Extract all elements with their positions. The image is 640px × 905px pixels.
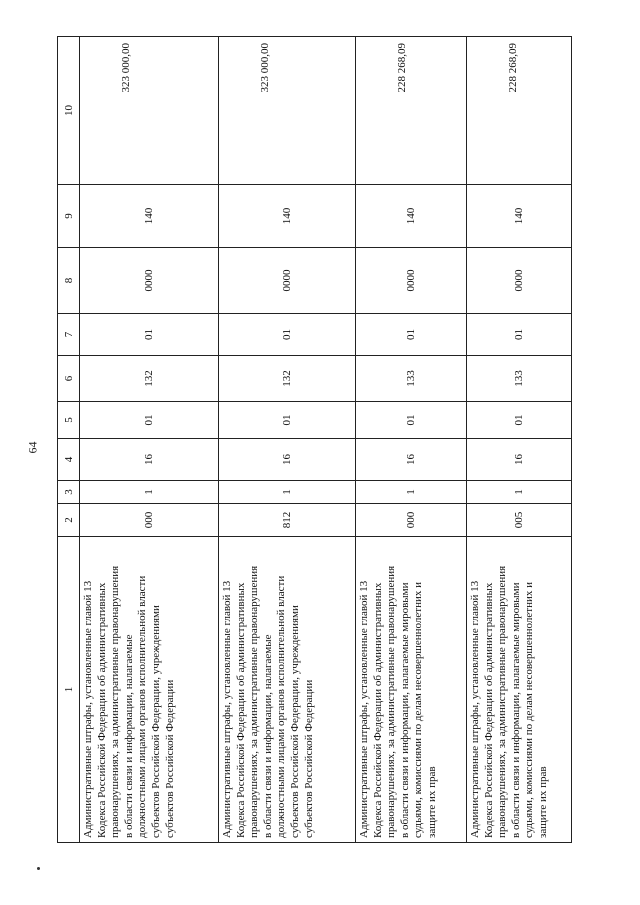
cell-subarticle: 133 [356, 356, 467, 402]
cell-classification: 140 [219, 185, 356, 248]
cell-program: 0000 [219, 248, 356, 314]
header-col-1: 1 [58, 537, 80, 843]
cell-admin-code: 000 [356, 504, 467, 537]
header-col-2: 2 [58, 504, 80, 537]
row-description: Административные штрафы, установленные главой 13 Кодекса Российской Федерации об административных правонарушениях, за административные правонарушения в области связи и информации, налагаемые мировыми судьями, комиссиями по делам несовершеннолетних и защите их прав [467, 537, 572, 843]
cell-subgroup: 16 [80, 439, 219, 481]
cell-element: 01 [219, 314, 356, 356]
cell-amount: 323 000,00 [219, 37, 356, 185]
cell-amount: 228 268,09 [356, 37, 467, 185]
header-col-8: 8 [58, 248, 80, 314]
cell-subgroup: 16 [356, 439, 467, 481]
rotated-table-container [57, 37, 570, 843]
cell-admin-code: 000 [80, 504, 219, 537]
table-header-row [58, 37, 80, 843]
row-description: Административные штрафы, установленные главой 13 Кодекса Российской Федерации об административных правонарушениях, за административные правонарушения в области связи и информации, налагаемые должностными лицами органов исполнительной власти субъектов Российской Федерации, учреждениями субъектов Российской Федерации [219, 537, 356, 843]
cell-classification: 140 [467, 185, 572, 248]
cell-element: 01 [467, 314, 572, 356]
page-number: 64 [25, 441, 40, 454]
cell-classification: 140 [356, 185, 467, 248]
cell-amount: 323 000,00 [80, 37, 219, 185]
cell-article: 01 [219, 402, 356, 439]
cell-group: 1 [219, 481, 356, 504]
row-description: Административные штрафы, установленные главой 13 Кодекса Российской Федерации об административных правонарушениях, за административные правонарушения в области связи и информации, налагаемые должностными лицами органов исполнительной власти субъектов Российской Федерации, учреждениями субъектов Российской Федерации [80, 537, 219, 843]
header-col-9: 9 [58, 185, 80, 248]
row-description: Административные штрафы, установленные главой 13 Кодекса Российской Федерации об административных правонарушениях, за административные правонарушения в области связи и информации, налагаемые мировыми судьями, комиссиями по делам несовершеннолетних и защите их прав [356, 537, 467, 843]
header-col-6: 6 [58, 356, 80, 402]
cell-element: 01 [356, 314, 467, 356]
cell-subarticle: 132 [219, 356, 356, 402]
cell-subgroup: 16 [219, 439, 356, 481]
table-row [356, 37, 467, 843]
cell-group: 1 [356, 481, 467, 504]
cell-program: 0000 [80, 248, 219, 314]
cell-admin-code: 812 [219, 504, 356, 537]
cell-subgroup: 16 [467, 439, 572, 481]
cell-group: 1 [80, 481, 219, 504]
cell-article: 01 [356, 402, 467, 439]
cell-element: 01 [80, 314, 219, 356]
cell-article: 01 [80, 402, 219, 439]
budget-codes-table [57, 36, 572, 843]
cell-program: 0000 [467, 248, 572, 314]
header-col-4: 4 [58, 439, 80, 481]
table-row [219, 37, 356, 843]
table-row [467, 37, 572, 843]
cell-program: 0000 [356, 248, 467, 314]
cell-classification: 140 [80, 185, 219, 248]
cell-group: 1 [467, 481, 572, 504]
cell-amount: 228 268,09 [467, 37, 572, 185]
header-col-5: 5 [58, 402, 80, 439]
cell-subarticle: 132 [80, 356, 219, 402]
cell-article: 01 [467, 402, 572, 439]
scan-dot-mark [37, 867, 40, 870]
header-col-7: 7 [58, 314, 80, 356]
cell-admin-code: 005 [467, 504, 572, 537]
cell-subarticle: 133 [467, 356, 572, 402]
header-col-10: 10 [58, 37, 80, 185]
header-col-3: 3 [58, 481, 80, 504]
table-row [80, 37, 219, 843]
